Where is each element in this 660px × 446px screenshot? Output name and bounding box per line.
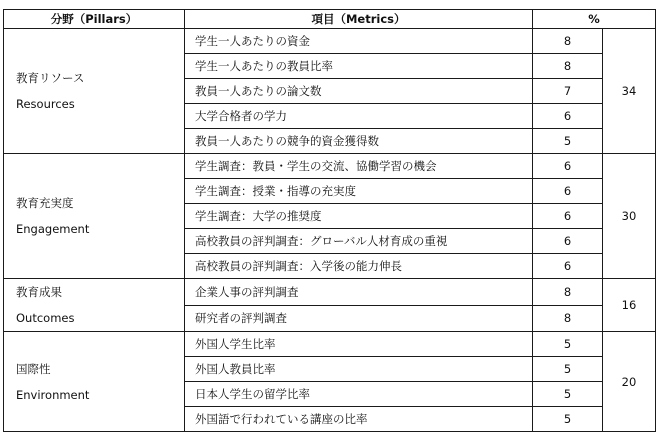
weight-cell: 8: [533, 279, 603, 306]
metric-cell: 外国人教員比率: [185, 357, 533, 382]
pillar-column-header: 分野（Pillars）: [4, 10, 185, 29]
weight-cell: 5: [533, 357, 603, 382]
weight-cell: 5: [533, 129, 603, 154]
metric-cell: 外国語で行われている講座の比率: [185, 407, 533, 432]
pillar-name-en: Outcomes: [16, 311, 75, 325]
metric-cell: 日本人学生の留学比率: [185, 382, 533, 407]
table-row: [4, 29, 656, 54]
percent-column-header: %: [533, 10, 656, 29]
weight-cell: 7: [533, 79, 603, 104]
weight-cell: 6: [533, 229, 603, 254]
weight-cell: 6: [533, 104, 603, 129]
metric-cell: 教員一人あたりの論文数: [185, 79, 533, 104]
weight-cell: 8: [533, 29, 603, 54]
pillar-total-cell: 20: [603, 332, 656, 432]
metric-cell: 研究者の評判調査: [185, 305, 533, 332]
pillar-cell: [4, 332, 185, 432]
table-row: [4, 279, 656, 306]
metric-cell: 大学合格者の学力: [185, 104, 533, 129]
metric-cell: 学生調査：授業・指導の充実度: [185, 179, 533, 204]
weight-cell: 5: [533, 332, 603, 357]
pillar-cell: [4, 154, 185, 279]
pillar-total-cell: 16: [603, 279, 656, 332]
pillar-name-en: Environment: [16, 387, 90, 402]
table-body: [4, 29, 656, 432]
pillar-name-ja: 国際性: [16, 361, 51, 376]
pillar-name-en: Resources: [16, 97, 75, 111]
metric-cell: 学生一人あたりの教員比率: [185, 54, 533, 79]
metric-cell: 学生調査：大学の推奨度: [185, 204, 533, 229]
weight-cell: 6: [533, 254, 603, 279]
metric-cell: 企業人事の評判調査: [185, 279, 533, 306]
weight-cell: 6: [533, 204, 603, 229]
pillar-name-en: Engagement: [16, 222, 90, 236]
metric-cell: 学生一人あたりの資金: [185, 29, 533, 54]
weight-cell: 6: [533, 179, 603, 204]
metric-cell: 高校教員の評判調査：入学後の能力伸長: [185, 254, 533, 279]
header-row: [4, 10, 656, 29]
table-row: [4, 332, 656, 357]
table-row: [4, 154, 656, 179]
metric-cell: 高校教員の評判調査：グローバル人材育成の重視: [185, 229, 533, 254]
metric-cell: 外国人学生比率: [185, 332, 533, 357]
pillar-name-ja: 教育充実度: [16, 196, 74, 210]
ranking-metrics-table: [3, 9, 656, 432]
weight-cell: 8: [533, 54, 603, 79]
weight-cell: 6: [533, 154, 603, 179]
weight-cell: 5: [533, 382, 603, 407]
pillar-total-cell: 34: [603, 29, 656, 154]
metric-column-header: 項目（Metrics）: [185, 10, 533, 29]
metric-cell: 教員一人あたりの競争的資金獲得数: [185, 129, 533, 154]
weight-cell: 8: [533, 305, 603, 332]
pillar-total-cell: 30: [603, 154, 656, 279]
pillar-name-ja: 教育リソース: [16, 71, 85, 85]
metric-cell: 学生調査：教員・学生の交流、協働学習の機会: [185, 154, 533, 179]
pillar-cell: [4, 29, 185, 154]
pillar-name-ja: 教育成果: [16, 285, 62, 299]
pillar-cell: [4, 279, 185, 332]
weight-cell: 5: [533, 407, 603, 432]
